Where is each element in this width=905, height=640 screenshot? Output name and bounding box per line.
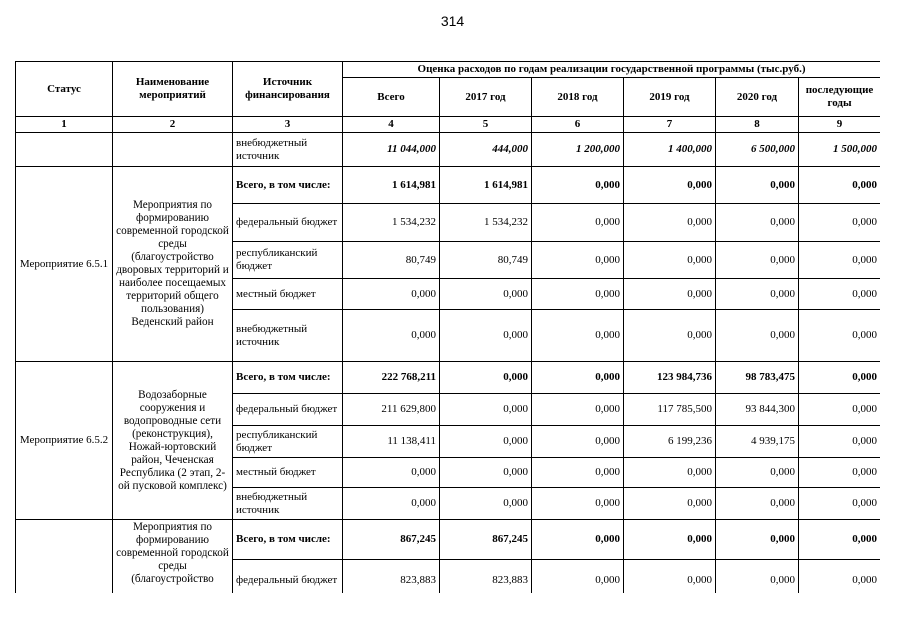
event-cell: Водозаборные сооружения и водопроводные сети (реконструкция), Ножай-юртовский район, Чеченская Республика (2 этап, 2-ой пусковой комплекс) <box>113 362 233 520</box>
value-cell: 0,000 <box>532 488 624 520</box>
source-cell: Всего, в том числе: <box>233 167 343 204</box>
source-cell: республиканский бюджет <box>233 242 343 279</box>
table-row <box>16 362 881 394</box>
value-cell: 0,000 <box>532 279 624 310</box>
header-2018: 2018 год <box>532 78 624 117</box>
value-cell: 0,000 <box>716 488 799 520</box>
value-cell: 93 844,300 <box>716 394 799 426</box>
value-cell: 0,000 <box>716 458 799 488</box>
value-cell: 0,000 <box>440 310 532 362</box>
event-cell: Мероприятия по формированию современной городской среды (благоустройство <box>113 520 233 594</box>
value-cell: 0,000 <box>343 279 440 310</box>
source-cell: Всего, в том числе: <box>233 362 343 394</box>
status-cell <box>16 133 113 167</box>
value-cell: 0,000 <box>716 242 799 279</box>
value-cell: 11 138,411 <box>343 426 440 458</box>
value-cell: 1 500,000 <box>799 133 881 167</box>
value-cell: 0,000 <box>532 394 624 426</box>
value-cell: 0,000 <box>624 242 716 279</box>
table-row <box>16 520 881 560</box>
col-number: 2 <box>113 117 233 133</box>
value-cell: 0,000 <box>624 310 716 362</box>
header-later: последующие годы <box>799 78 881 117</box>
source-cell: федеральный бюджет <box>233 560 343 594</box>
value-cell: 0,000 <box>799 310 881 362</box>
status-cell: Мероприятие 6.5.1 <box>16 167 113 362</box>
value-cell: 222 768,211 <box>343 362 440 394</box>
value-cell: 0,000 <box>799 458 881 488</box>
value-cell: 0,000 <box>624 488 716 520</box>
value-cell: 0,000 <box>532 204 624 242</box>
source-cell: внебюджетный источник <box>233 488 343 520</box>
value-cell: 0,000 <box>532 520 624 560</box>
header-total: Всего <box>343 78 440 117</box>
value-cell: 0,000 <box>440 362 532 394</box>
value-cell: 0,000 <box>799 362 881 394</box>
source-cell: внебюджетный источник <box>233 133 343 167</box>
col-number: 5 <box>440 117 532 133</box>
value-cell: 0,000 <box>343 310 440 362</box>
budget-table <box>15 61 880 593</box>
value-cell: 444,000 <box>440 133 532 167</box>
col-number: 3 <box>233 117 343 133</box>
header-status: Статус <box>16 62 113 117</box>
value-cell: 1 614,981 <box>343 167 440 204</box>
col-number: 7 <box>624 117 716 133</box>
value-cell: 0,000 <box>624 204 716 242</box>
header-2020: 2020 год <box>716 78 799 117</box>
value-cell: 0,000 <box>716 520 799 560</box>
source-cell: федеральный бюджет <box>233 394 343 426</box>
value-cell: 0,000 <box>799 167 881 204</box>
value-cell: 0,000 <box>624 279 716 310</box>
value-cell: 117 785,500 <box>624 394 716 426</box>
value-cell: 0,000 <box>799 560 881 594</box>
value-cell: 0,000 <box>799 204 881 242</box>
source-cell: Всего, в том числе: <box>233 520 343 560</box>
source-cell: местный бюджет <box>233 458 343 488</box>
value-cell: 123 984,736 <box>624 362 716 394</box>
value-cell: 0,000 <box>799 488 881 520</box>
header-estimate: Оценка расходов по годам реализации государственной программы (тыс.руб.) <box>343 62 881 78</box>
value-cell: 1 534,232 <box>440 204 532 242</box>
header-2019: 2019 год <box>624 78 716 117</box>
value-cell: 0,000 <box>799 520 881 560</box>
value-cell: 0,000 <box>799 426 881 458</box>
value-cell: 0,000 <box>532 242 624 279</box>
value-cell: 1 200,000 <box>532 133 624 167</box>
value-cell: 6 500,000 <box>716 133 799 167</box>
table-row <box>16 133 881 167</box>
value-cell: 1 400,000 <box>624 133 716 167</box>
value-cell: 0,000 <box>532 560 624 594</box>
status-cell: Мероприятие 6.5.2 <box>16 362 113 520</box>
event-cell: Мероприятия по формированию современной городской среды (благоустройство дворовых территорий и наиболее посещаемых территорий общего пользования) Веденский район <box>113 167 233 362</box>
value-cell: 823,883 <box>440 560 532 594</box>
table-row <box>16 167 881 204</box>
header-2017: 2017 год <box>440 78 532 117</box>
value-cell: 11 044,000 <box>343 133 440 167</box>
value-cell: 0,000 <box>532 362 624 394</box>
value-cell: 1 614,981 <box>440 167 532 204</box>
col-number: 6 <box>532 117 624 133</box>
value-cell: 0,000 <box>716 310 799 362</box>
value-cell: 0,000 <box>343 488 440 520</box>
value-cell: 0,000 <box>440 394 532 426</box>
source-cell: внебюджетный источник <box>233 310 343 362</box>
col-number: 8 <box>716 117 799 133</box>
value-cell: 0,000 <box>716 204 799 242</box>
value-cell: 80,749 <box>343 242 440 279</box>
value-cell: 0,000 <box>343 458 440 488</box>
value-cell: 0,000 <box>532 458 624 488</box>
value-cell: 0,000 <box>532 426 624 458</box>
value-cell: 211 629,800 <box>343 394 440 426</box>
value-cell: 0,000 <box>624 458 716 488</box>
value-cell: 867,245 <box>440 520 532 560</box>
header-source: Источник финансирования <box>233 62 343 117</box>
value-cell: 0,000 <box>716 560 799 594</box>
col-number: 1 <box>16 117 113 133</box>
value-cell: 0,000 <box>532 310 624 362</box>
value-cell: 823,883 <box>343 560 440 594</box>
value-cell: 867,245 <box>343 520 440 560</box>
value-cell: 0,000 <box>440 279 532 310</box>
source-cell: республиканский бюджет <box>233 426 343 458</box>
value-cell: 0,000 <box>440 458 532 488</box>
column-number-row <box>16 117 881 133</box>
value-cell: 0,000 <box>440 426 532 458</box>
page-number: 314 <box>440 13 465 29</box>
budget-table-container <box>15 61 880 593</box>
value-cell: 0,000 <box>624 167 716 204</box>
col-number: 9 <box>799 117 881 133</box>
value-cell: 98 783,475 <box>716 362 799 394</box>
value-cell: 0,000 <box>440 488 532 520</box>
value-cell: 0,000 <box>532 167 624 204</box>
value-cell: 0,000 <box>716 279 799 310</box>
source-cell: федеральный бюджет <box>233 204 343 242</box>
value-cell: 0,000 <box>624 520 716 560</box>
value-cell: 0,000 <box>799 394 881 426</box>
value-cell: 0,000 <box>799 279 881 310</box>
value-cell: 0,000 <box>624 560 716 594</box>
header-name: Наименование мероприятий <box>113 62 233 117</box>
status-cell <box>16 520 113 594</box>
value-cell: 6 199,236 <box>624 426 716 458</box>
value-cell: 80,749 <box>440 242 532 279</box>
value-cell: 0,000 <box>799 242 881 279</box>
event-cell <box>113 133 233 167</box>
value-cell: 4 939,175 <box>716 426 799 458</box>
value-cell: 1 534,232 <box>343 204 440 242</box>
col-number: 4 <box>343 117 440 133</box>
value-cell: 0,000 <box>716 167 799 204</box>
source-cell: местный бюджет <box>233 279 343 310</box>
